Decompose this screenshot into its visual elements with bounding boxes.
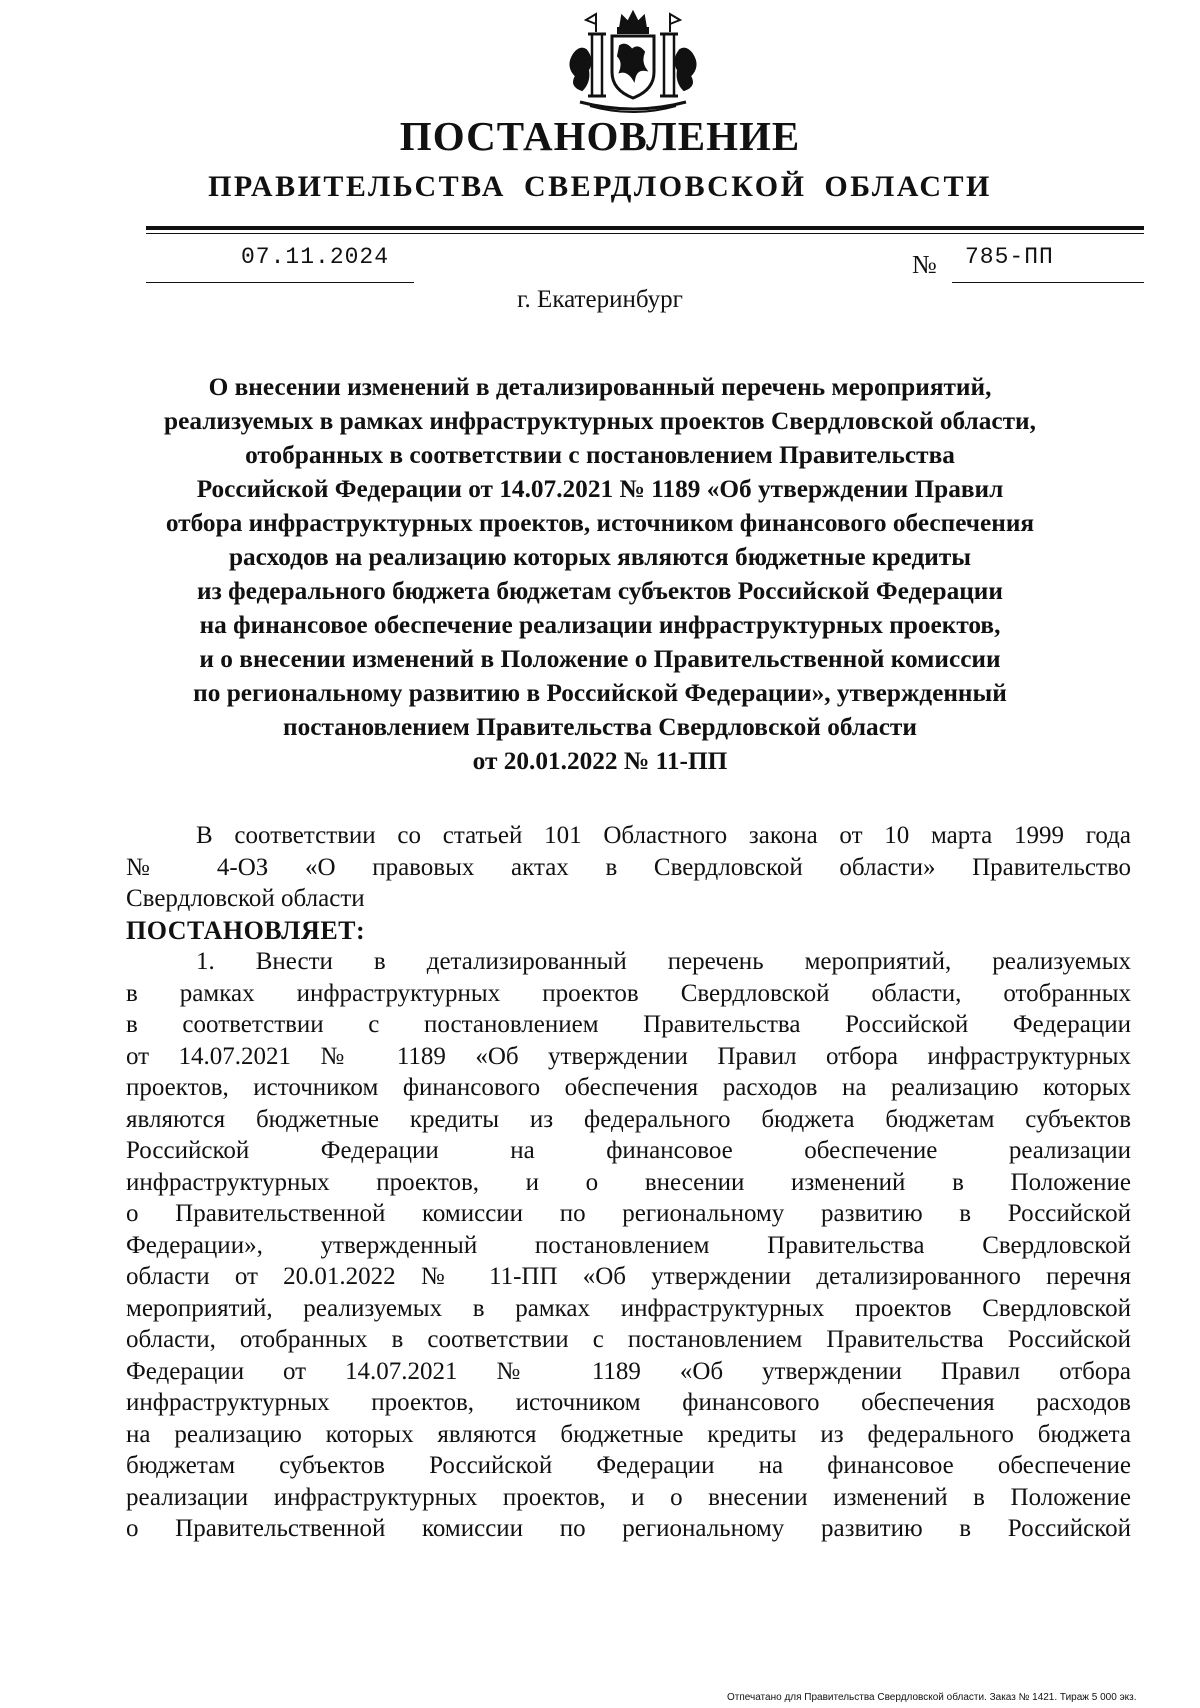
- date-field: [146, 244, 414, 283]
- document-type-title: ПОСТАНОВЛЕНИЕ: [399, 113, 801, 159]
- paragraph-line: области от 20.01.2022 № 11-ПП «Об утверждении детализированного перечня: [126, 1263, 1131, 1290]
- preamble-line: В соответствии со статьей 101 Областного закона от 10 марта 1999 года: [196, 822, 1131, 849]
- document-date: 07.11.2024: [241, 244, 390, 270]
- paragraph-line: инфраструктурных проектов, и о внесении изменений в Положение: [126, 1168, 1131, 1196]
- header-divider-thin: [146, 233, 1144, 234]
- paragraph-line: о Правительственной комиссии по региональному развитию в Российской: [126, 1200, 1131, 1227]
- issuer-title: ПРАВИТЕЛЬСТВА СВЕРДЛОВСКОЙ ОБЛАСТИ: [208, 170, 992, 203]
- paragraph-line: от 14.07.2021 № 1189 «Об утверждении Правил отбора инфраструктурных: [126, 1042, 1131, 1070]
- paragraph-line: Российской Федерации на финансовое обеспечение реализации: [126, 1137, 1131, 1164]
- heading-line: отбора инфраструктурных проектов, источником финансового обеспечения: [165, 509, 1035, 537]
- preamble-line: № 4-ОЗ «О правовых актах в Свердловской области» Правительство: [126, 853, 1131, 881]
- heading-line: расходов на реализацию которых являются бюджетные кредиты: [228, 543, 972, 571]
- paragraph-line: мероприятий, реализуемых в рамках инфраструктурных проектов Свердловской: [126, 1294, 1131, 1322]
- heading-line: реализуемых в рамках инфраструктурных проектов Свердловской области,: [164, 407, 1036, 435]
- decree-word: ПОСТАНОВЛЯЕТ:: [126, 915, 366, 945]
- document-number: 785-ПП: [965, 244, 1054, 270]
- preamble-line: Свердловской области: [126, 885, 365, 912]
- heading-line: и о внесении изменений в Положение о Правительственной комиссии: [199, 645, 1001, 673]
- heading-line: постановлением Правительства Свердловской области: [283, 713, 917, 741]
- paragraph-line: о Правительственной комиссии по региональному развитию в Российской: [126, 1515, 1131, 1542]
- print-footer-note: Отпечатано для Правительства Свердловской области. Заказ № 1421. Тираж 5 000 экз.: [727, 1692, 1137, 1703]
- document-heading: [120, 370, 1080, 778]
- coat-of-arms-icon: [560, 6, 706, 114]
- number-label: №: [912, 250, 937, 279]
- paragraph-line: являются бюджетные кредиты из федерального бюджета бюджетам субъектов: [126, 1105, 1131, 1133]
- paragraph-line: Федерации», утвержденный постановлением Правительства Свердловской: [126, 1231, 1131, 1259]
- city: г. Екатеринбург: [517, 286, 683, 313]
- paragraph-line: области, отобранных в соответствии с постановлением Правительства Российской: [126, 1326, 1131, 1353]
- heading-line: О внесении изменений в детализированный перечень мероприятий,: [208, 373, 992, 401]
- paragraph-line: 1. Внести в детализированный перечень мероприятий, реализуемых: [196, 948, 1131, 975]
- heading-line: от 20.01.2022 № 11-ПП: [472, 747, 728, 775]
- paragraph-line: бюджетам субъектов Российской Федерации на финансовое обеспечение: [126, 1452, 1131, 1479]
- document-body: [126, 820, 1131, 1545]
- heading-line: из федерального бюджета бюджетам субъектов Российской Федерации: [197, 577, 1003, 605]
- heading-line: Российской Федерации от 14.07.2021 № 1189 «Об утверждении Правил: [196, 475, 1004, 503]
- heading-line: на финансовое обеспечение реализации инфраструктурных проектов,: [199, 611, 1001, 639]
- heading-line: отобранных в соответствии с постановлением Правительства: [245, 441, 955, 469]
- paragraph-line: в рамках инфраструктурных проектов Свердловской области, отобранных: [126, 979, 1131, 1007]
- paragraph-line: реализации инфраструктурных проектов, и о внесении изменений в Положение: [126, 1483, 1131, 1511]
- paragraph-line: инфраструктурных проектов, источником финансового обеспечения расходов: [126, 1389, 1131, 1416]
- paragraph-line: на реализацию которых являются бюджетные кредиты из федерального бюджета: [126, 1420, 1131, 1448]
- paragraph-line: Федерации от 14.07.2021 № 1189 «Об утверждении Правил отбора: [126, 1357, 1131, 1385]
- heading-line: по региональному развитию в Российской Федерации», утвержденный: [193, 679, 1007, 707]
- paragraph-line: проектов, источником финансового обеспечения расходов на реализацию которых: [126, 1074, 1131, 1101]
- header-divider: [146, 226, 1144, 230]
- paragraph-line: в соответствии с постановлением Правительства Российской Федерации: [126, 1011, 1131, 1038]
- number-field: [952, 244, 1144, 283]
